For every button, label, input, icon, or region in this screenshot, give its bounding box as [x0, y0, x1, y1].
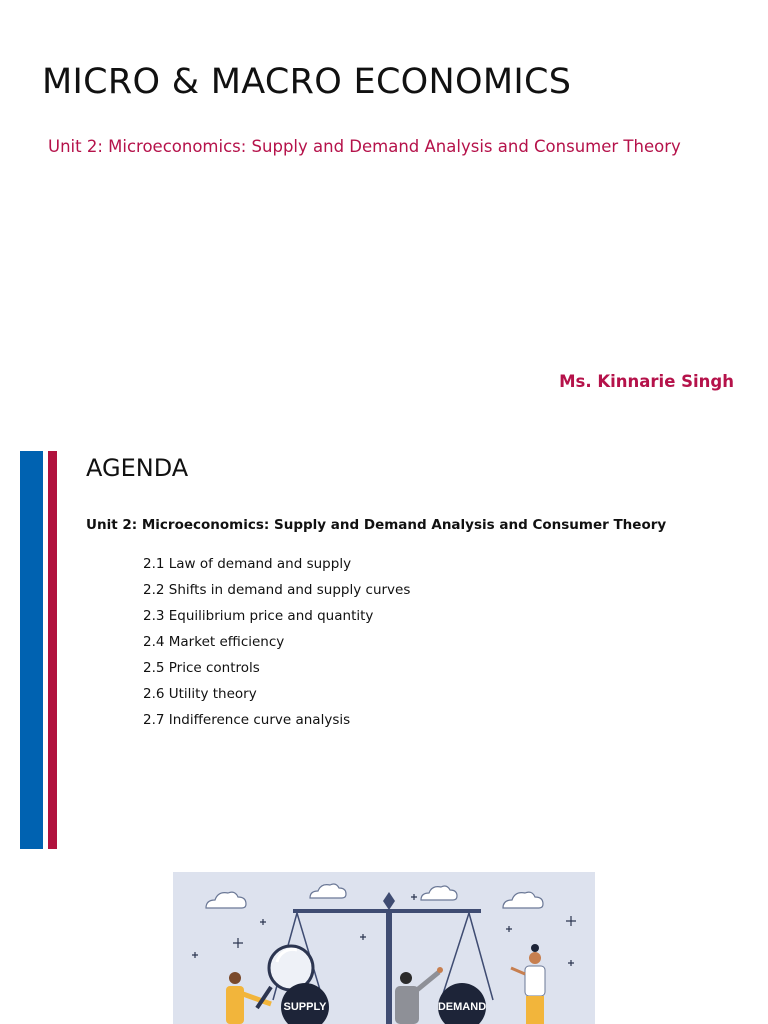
agenda-list [143, 551, 410, 733]
agenda-unit-title: Unit 2: Microeconomics: Supply and Demand Analysis and Consumer Theory [86, 517, 667, 533]
agenda-heading: AGENDA [86, 454, 189, 482]
agenda-item: 2.4 Market efficiency [143, 634, 285, 650]
author-name: Ms. Kinnarie Singh [559, 372, 734, 391]
agenda-item: 2.5 Price controls [143, 660, 260, 676]
person-thinking [511, 944, 545, 1024]
unit-subtitle: Unit 2: Microeconomics: Supply and Demand Analysis and Consumer Theory [48, 137, 681, 156]
cloud-icon [310, 884, 346, 898]
cloud-icon [503, 892, 543, 908]
agenda-item: 2.2 Shifts in demand and supply curves [143, 582, 411, 598]
agenda-item: 2.1 Law of demand and supply [143, 556, 352, 572]
agenda-item: 2.6 Utility theory [143, 686, 257, 702]
accent-bar-red [48, 451, 57, 849]
person-pointing [395, 967, 443, 1024]
supply-label: SUPPLY [283, 1001, 327, 1013]
agenda-item: 2.7 Indifference curve analysis [143, 712, 351, 728]
cloud-icon [421, 886, 457, 900]
page-title: MICRO & MACRO ECONOMICS [42, 62, 572, 102]
cloud-icon [206, 892, 246, 908]
accent-bar-blue [20, 451, 43, 849]
agenda-item: 2.3 Equilibrium price and quantity [143, 608, 374, 624]
supply-demand-illustration [173, 872, 595, 1024]
demand-label: DEMAND [437, 1001, 487, 1013]
